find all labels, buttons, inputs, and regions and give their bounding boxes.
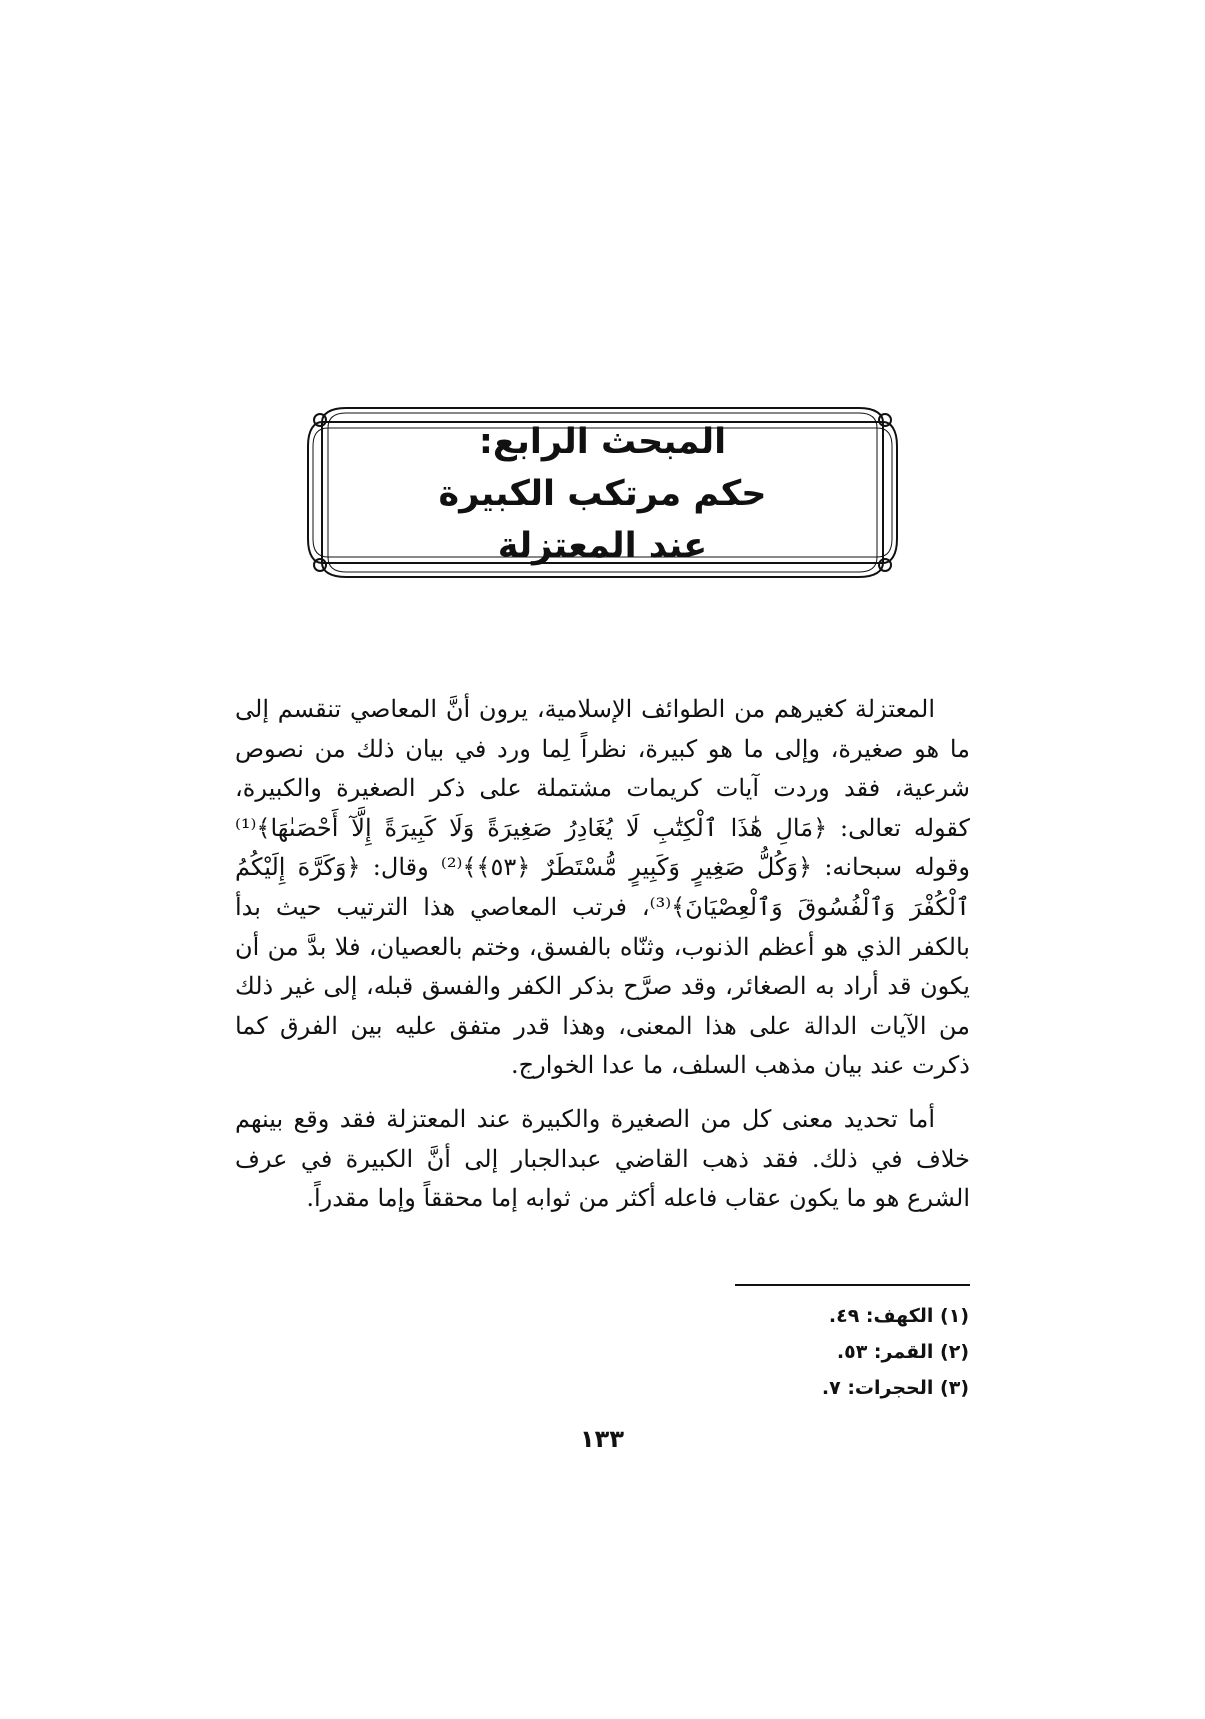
paragraph-1: المعتزلة كغيرهم من الطوائف الإسلامية، يرون أنَّ المعاصي تنقسم إلى ما هو صغيرة، وإلى ما هو كبيرة، نظراً لِما ورد في بيان ذلك من نصوص شرعية، فقد وردت آيات كريمات مشتملة على ذكر الصغيرة والكبيرة، كقوله تعالى: ﴿مَالِ هَٰذَا ٱلْكِتَٰبِ لَا يُغَادِرُ صَغِيرَةً وَلَا كَبِيرَةً إِلَّآ أَحْصَىٰهَا﴾⁽¹⁾ وقوله سبحانه: ﴿وَكُلُّ صَغِيرٍ وَكَبِيرٍ مُّسْتَطَرٌ ﴿٥٣﴾﴾⁽²⁾ وقال: ﴿وَكَرَّهَ إِلَيْكُمُ ٱلْكُفْرَ وَٱلْفُسُوقَ وَٱلْعِصْيَانَ﴾⁽³⁾، فرتب المعاصي هذا الترتيب حيث بدأ بالكفر الذي هو أعظم الذنوب، وثنّاه بالفسق، وختم بالعصيان، فلا بدَّ من أن يكون قد أراد به الصغائر، وقد صرَّح بذكر الكفر والفسق قبله، إلى غير ذلك من الآيات الدالة على هذا المعنى، وهذا قدر متفق عليه بين الفرق كما ذكرت عند بيان مذهب السلف، ما عدا الخوارج.: [235, 695, 971, 1080]
body-text: [235, 690, 970, 1219]
title-line-1: المبحث الرابع:: [478, 422, 727, 462]
footnote-divider: [735, 1284, 970, 1286]
footnotes: [569, 1298, 969, 1406]
chapter-title-frame: [300, 400, 905, 585]
chapter-title: [300, 416, 905, 572]
title-line-3: عند المعتزلة: [497, 526, 708, 566]
footnote-1: (١) الكهف: ٤٩.: [828, 1305, 969, 1327]
page-number: ١٣٣: [580, 1425, 624, 1453]
paragraph-2: أما تحديد معنى كل من الصغيرة والكبيرة عند المعتزلة فقد وقع بينهم خلاف في ذلك. فقد ذهب القاضي عبدالجبار إلى أنَّ الكبيرة في عرف الشرع هو ما يكون عقاب فاعله أكثر من ثوابه إما محققاً وإما مقدراً.: [235, 1104, 970, 1213]
footnote-2: (٢) القمر: ٥٣.: [836, 1341, 969, 1363]
footnote-3: (٣) الحجرات: ٧.: [821, 1377, 969, 1399]
title-line-2: حكم مرتكب الكبيرة: [438, 474, 767, 514]
